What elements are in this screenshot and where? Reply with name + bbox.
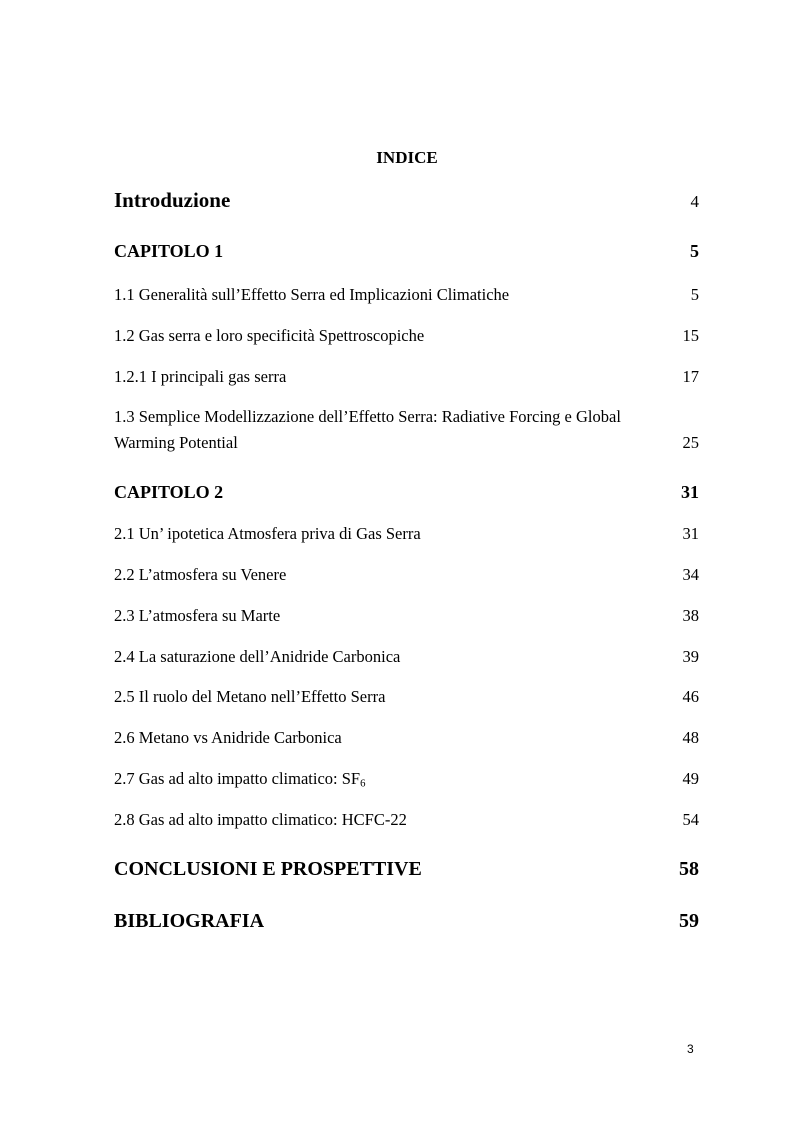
toc-label: 2.5 Il ruolo del Metano nell’Effetto Serra xyxy=(114,687,386,706)
toc-label: 2.1 Un’ ipotetica Atmosfera priva di Gas Serra xyxy=(114,524,421,543)
toc-label: CONCLUSIONI E PROSPETTIVE xyxy=(114,858,422,880)
toc-label-line-1: 1.3 Semplice Modellizzazione dell’Effetto Serra: Radiative Forcing e Global xyxy=(114,407,621,426)
toc-label: Introduzione xyxy=(114,188,231,212)
toc-label: BIBLIOGRAFIA xyxy=(114,910,265,932)
toc-label-line-2: Warming Potential xyxy=(114,433,238,452)
toc-entry-section-1-3 xyxy=(114,404,699,456)
toc-page-number: 34 xyxy=(682,565,699,584)
toc-label-text: 2.7 Gas ad alto impatto climatico: SF xyxy=(114,769,361,788)
toc-page-number: 38 xyxy=(682,606,699,625)
toc-entry-section-2-2 xyxy=(114,565,699,585)
toc-label: CAPITOLO 2 xyxy=(114,482,224,502)
toc-entry-section-1-2-1 xyxy=(114,367,699,387)
page-title: INDICE xyxy=(376,148,438,167)
toc-entry-section-2-4 xyxy=(114,647,699,667)
toc-page-number: 5 xyxy=(690,285,699,304)
toc-page-number: 59 xyxy=(679,910,699,932)
toc-entry-chapter-2 xyxy=(114,482,699,503)
toc-label: 2.2 L’atmosfera su Venere xyxy=(114,565,287,584)
toc-page-number: 54 xyxy=(682,810,699,829)
toc-entry-section-2-7 xyxy=(114,769,699,790)
toc-entry-section-1-2 xyxy=(114,326,699,346)
toc-page-number: 15 xyxy=(682,326,699,345)
toc-label xyxy=(114,769,365,790)
toc-label: 1.1 Generalità sull’Effetto Serra ed Implicazioni Climatiche xyxy=(114,285,510,304)
toc-label: 2.4 La saturazione dell’Anidride Carbonica xyxy=(114,647,401,666)
toc-entry-section-1-1 xyxy=(114,285,699,305)
toc-entry-conclusions xyxy=(114,858,699,881)
toc-entry-section-2-1 xyxy=(114,524,699,544)
toc-page-number: 4 xyxy=(690,192,699,211)
toc-page-number: 39 xyxy=(682,647,699,666)
toc-label: 1.2 Gas serra e loro specificità Spettroscopiche xyxy=(114,326,425,345)
toc-page-number: 31 xyxy=(681,482,699,502)
page-number: 3 xyxy=(687,1042,694,1056)
toc-entry-chapter-1 xyxy=(114,241,699,262)
toc-page-number: 48 xyxy=(682,728,699,747)
toc-entry-section-2-6 xyxy=(114,728,699,748)
toc-entry-introduction xyxy=(114,188,699,213)
toc-entry-section-2-8 xyxy=(114,810,699,830)
toc-entry-section-2-3 xyxy=(114,606,699,626)
toc-label: 2.3 L’atmosfera su Marte xyxy=(114,606,281,625)
toc-label: 2.8 Gas ad alto impatto climatico: HCFC-22 xyxy=(114,810,407,829)
subscript: 6 xyxy=(360,777,366,790)
toc-page-number: 5 xyxy=(690,241,699,261)
toc-label: 1.2.1 I principali gas serra xyxy=(114,367,287,386)
toc-label: 2.6 Metano vs Anidride Carbonica xyxy=(114,728,342,747)
toc-entry-section-2-5 xyxy=(114,687,699,707)
toc-page-number: 46 xyxy=(682,687,699,706)
toc-page-number: 58 xyxy=(679,858,699,880)
toc-page-number: 17 xyxy=(682,367,699,386)
toc-label: CAPITOLO 1 xyxy=(114,241,224,261)
toc-page-number: 25 xyxy=(682,433,699,452)
toc-page-number: 49 xyxy=(682,769,699,788)
toc-entry-bibliography xyxy=(114,910,699,933)
toc-page-number: 31 xyxy=(682,524,699,543)
